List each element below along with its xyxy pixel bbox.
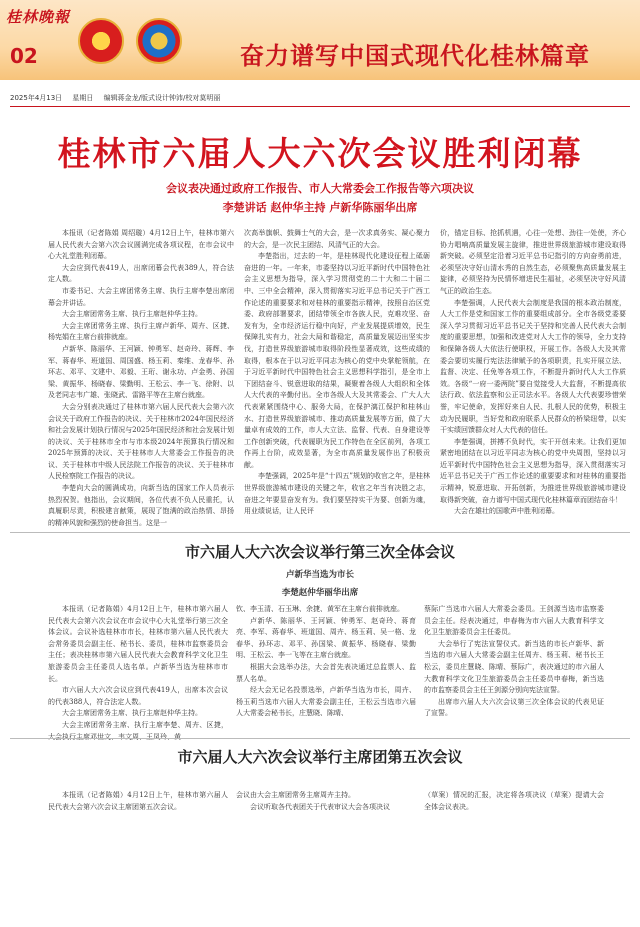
paragraph: 大会主席团常务主席、执行主席卢新华、周卉、区捷、杨宪娟在主席台前排就座。 — [48, 321, 234, 342]
paragraph: 大会分别表决通过了桂林市第六届人民代表大会第六次会议关于政府工作报告的决议、关于桂林市2024年国民经济和社会发展计划执行情况与2025年国民经济和社会发展计划的决议、关于桂林市全市与市本级2024年预算执行情况和2025年预算的决议、关于桂林市人大常委会工作报告的决议、关于桂林市中级人民法院工作报告的决议、关于桂林市人民检察院工作报告的决议。 — [48, 402, 234, 481]
section2-title: 市六届人大六次会议举行第三次全体会议 — [184, 543, 455, 561]
article-column-3 — [440, 228, 626, 530]
paragraph: 市六届人大六次会议应到代表419人，出席本次会议的代表388人，符合法定人数。 — [48, 686, 228, 706]
issue-credits: 编辑蒋金龙/版式设计钟沛/校对莫明丽 — [103, 94, 221, 102]
article-leaders-line: 李楚讲话 赵仲华主持 卢新华陈丽华出席 — [222, 201, 418, 214]
section2-column-3 — [424, 604, 604, 734]
header-divider — [10, 106, 630, 107]
paragraph: 价，锚定目标、抢抓机遇，心往一处想、劲往一处使，齐心协力唱响高质量发展主旋律，推进世界级旅游城市建设取得新突破。必须坚定沿着习近平总书记指引的方向奋勇前进，必须坚决守好山清水秀的自然生态，必须聚焦高质量发展主旋律，必须坚持为民情怀增进民生福祉，必须坚决守好风清气正的政治生态。 — [440, 229, 626, 295]
paragraph: 大会主席团常务主席、执行主席赵仲华主持。 — [62, 310, 202, 319]
section3-column-1 — [48, 790, 228, 850]
paragraph: 李楚向大会的圆满成功，向新当选的国家工作人员表示热烈祝贺。他指出，会议期间，各位代表不负人民重托，认真履职尽责，积极建言献策，展现了饱满的政治热情、昂扬的精神风貌和强烈的使命担当。这是一 — [48, 484, 234, 527]
section3-column-2 — [236, 790, 416, 850]
section2-subtitle-2: 李楚赵仲华丽华出席 — [281, 588, 359, 598]
national-emblem-icon — [78, 18, 124, 64]
paragraph: 李楚强调，拼搏不负时代，实干开创未来。让我们更加紧密地团结在以习近平同志为核心的党中央周围，坚持以习近平新时代中国特色社会主义思想为指导，深入贯彻落实习近平总书记关于广西工作论述的重要要求和对桂林的重要指示精神，锐意进取、开拓创新，为推进世界级旅游城市建设取得新突破，奋力谱写中国式现代化桂林篇章而团结奋斗！ — [440, 437, 626, 504]
paragraph: 李楚指出，过去的一年，是桂林现代化建设征程上砥砺奋进的一年。一年来，市委坚持以习近平新时代中国特色社会主义思想为指导，深入学习贯彻党的二十大和二十届二中、三中全会精神，深入贯彻落实习近平总书记关于广西工作论述的重要要求和对桂林的重要指示精神，按照自治区党委、政府部署要求，团结带领全市各族人民，克难攻坚、奋发有为，全市经济运行稳中向好，产业发展提质增效，民生保障扎实有力，社会大局和谐稳定，高质量发展迈出坚实步伐，打造世界级旅游城市取得阶段性显著成效，这些成绩的取得，根本在于以习近平同志为核心的党中央掌舵领航，在于习近平新时代中国特色社会主义思想科学指引，是全市上下团结奋斗、锐意进取的结果，凝聚着各级人大组织和全体人大代表的辛勤付出。全市各级人大及其常委会、广大人大代表紧紧围绕中心、服务大局，在保护漓江保护和桂林山水、打造世界级旅游城市、推动高质量发展等方面，做了大量卓有成效的工作，市人大立法、监督、代表、自身建设等工作创新突破，代表履职为民工作特色在全区前列，各项工作再上台阶，成效显著，为全市高质量发展作出了积极贡献。 — [244, 252, 430, 469]
paragraph: （草案）情况的汇报，决定将各项决议（草案）提请大会全体会议表决。 — [424, 791, 604, 811]
section2-column-2 — [236, 604, 416, 734]
paragraph: 大会主席团常务主席、执行主席李楚、周卉、区捷，大会执行主席邓世文、韦文周、王凤玲、黄 — [48, 720, 228, 741]
section3-title: 市六届人大六次会议举行主席团第五次会议 — [177, 748, 463, 766]
paragraph: 本报讯（记者陈娟）4月12日上午，桂林市第六届人民代表大会第六次会议主席团第五次会议。 — [48, 791, 228, 811]
paragraph: 本报讯（记者陈娟 周绍璇）4月12日上午，桂林市第六届人民代表大会第六次会议圆满完成各项议程，在市会议中心大礼堂胜利闭幕。 — [48, 229, 234, 261]
paragraph: 卢新华、陈丽华、王河颖、钟勇军、赵奇玲、蒋辉、李军、蒋春华、班道国、周国盛、杨玉莉、秦维、龙春华、孙环志、邓平、文建中、邓毅、王珩、谢永功、卢金勇、孙国梁、黄振华、杨晓春、梁勤明、王松云、李一飞、徐附、以及老同志韦广雄、张晓武、雷路平等在主席台就座。 — [48, 344, 234, 400]
issue-date: 2025年4月13日 — [10, 94, 63, 102]
dateline — [10, 93, 228, 103]
paragraph: 李楚强调，人民代表大会制度是我国的根本政治制度，人大工作是党和国家工作的重要组成部分。全市各级党委要深入学习贯彻习近平总书记关于坚持和完善人民代表大会制度的重要思想，加强和改进党对人大工作的领导，全力支持和保障各级人大依法行使职权，开展工作。各级人大及其常委会要切实履行宪法法律赋予的各项职责，扎实开展立法、监督、决定、任免等各项工作，不断提升新时代人大工作质效。各级“一府一委两院”要自觉接受人大监督，不断提高依法行政、依法监察和公正司法水平。各级人大代表要珍惜荣誉，牢记使命，发挥好来自人民、扎根人民的优势，积极主动为民履职，当好党和政府联系人民群众的桥梁纽带，以实干实绩回馈群众对人大代表的信任。 — [440, 298, 626, 435]
paragraph: 经大会无记名投票选举，卢新华当选为市长，周卉、杨玉莉当选市六届人大常委会副主任，王松云当选市六届人大常委会秘书长，庄慧晓、陈晴、 — [236, 686, 416, 718]
paragraph: 钦、李玉清、石玉琳、余捷、黄军在主席台前排就座。 — [236, 605, 404, 613]
paragraph: 大会在雄壮的国歌声中胜利闭幕。 — [454, 507, 559, 516]
page-number: 02 — [10, 44, 38, 68]
paragraph: 李楚强调，2025年是“十四五”规划的收官之年，是桂林世界级旅游城市建设的关键之年，收官之年当有决胜之志，奋进之年要显奋发有为。我们要坚持实干为要、创新为魂，用业绩说话，让人民评 — [244, 472, 430, 516]
paragraph: 会议听取各代表团关于代表审议大会各项决议 — [250, 802, 390, 811]
paragraph: 大会主席团常务主席、执行主席赵仲华主持。 — [62, 709, 202, 718]
article-column-2 — [244, 228, 430, 530]
page-headline: 奋力谱写中国式现代化桂林篇章 — [240, 42, 590, 70]
newspaper-brand: 桂林晚報 — [6, 8, 71, 26]
paragraph: 本报讯（记者陈娟）4月12日上午，桂林市第六届人民代表大会第六次会议在市会议中心大礼堂举行第三次全体会议。会议补选桂林市市长，桂林市第六届人民代表大会常务委员会副主任、秘书长、委员，桂林市监察委员会主任；表决桂林市第六届人民代表大会教育科学文化卫生旅游委员会主任委员人选名单。卢新华当选为桂林市市长。 — [48, 605, 228, 683]
cppcc-emblem-icon — [136, 18, 182, 64]
section2-subtitle-1: 卢新华当选为市长 — [285, 570, 354, 580]
paragraph: 大会举行了宪法宣誓仪式。新当选的市长卢新华、新当选的市六届人大常委会副主任周卉、杨玉莉、秘书长王松云，委员庄慧晓、陈晴、蔡际广，表决通过的市六届人大教育科学文化卫生旅游委员会主任委员申春梅，新当选的市监察委员会主任王剑源分别向宪法宣誓。 — [424, 639, 604, 695]
paragraph: 根据大会选举办法，大会首先表决通过总监票人、监票人名单。 — [236, 662, 416, 683]
section-divider — [10, 532, 630, 533]
issue-weekday: 星期日 — [72, 94, 94, 102]
paragraph: 次高举旗帜、鼓舞士气的大会，是一次求真务实、凝心聚力的大会，是一次民主团结、风清气正的大会。 — [244, 229, 430, 249]
paragraph: 出席市六届人大六次会议第三次全体会议的代表见证了宣誓。 — [424, 697, 604, 718]
section-divider — [10, 738, 630, 739]
section3-column-3 — [424, 790, 604, 850]
paragraph: 大会应到代表419人，出席闭幕会代表389人，符合法定人数。 — [48, 263, 234, 284]
paragraph: 卢新华、陈丽华、王河颖、钟勇军、赵奇玲、蒋育亮、李军、蒋春华、班道国、周卉、杨玉莉、吴一格、龙春华、孙环志、邓平、孙国梁、黄振华、杨晓春、梁勤明、王松云、李一飞等在主席台就座。 — [236, 616, 416, 660]
paragraph: 市委书记、大会主席团常务主席、执行主席李楚出席闭幕会并讲话。 — [48, 286, 234, 307]
masthead — [0, 0, 640, 80]
section2-column-1 — [48, 604, 228, 741]
paragraph: 蔡际广当选市六届人大常委会委员。王剑源当选市监察委员会主任。经表决通过，申春梅为市六届人大教育科学文化卫生旅游委员会主任委员。 — [424, 605, 604, 637]
paragraph: 会议由大会主席团常务主席周卉主持。 — [236, 791, 355, 799]
article-column-1 — [48, 228, 234, 530]
article-title: 桂林市六届人大六次会议胜利闭幕 — [57, 134, 583, 173]
article-subtitle: 会议表决通过政府工作报告、市人大常委会工作报告等六项决议 — [166, 182, 474, 195]
